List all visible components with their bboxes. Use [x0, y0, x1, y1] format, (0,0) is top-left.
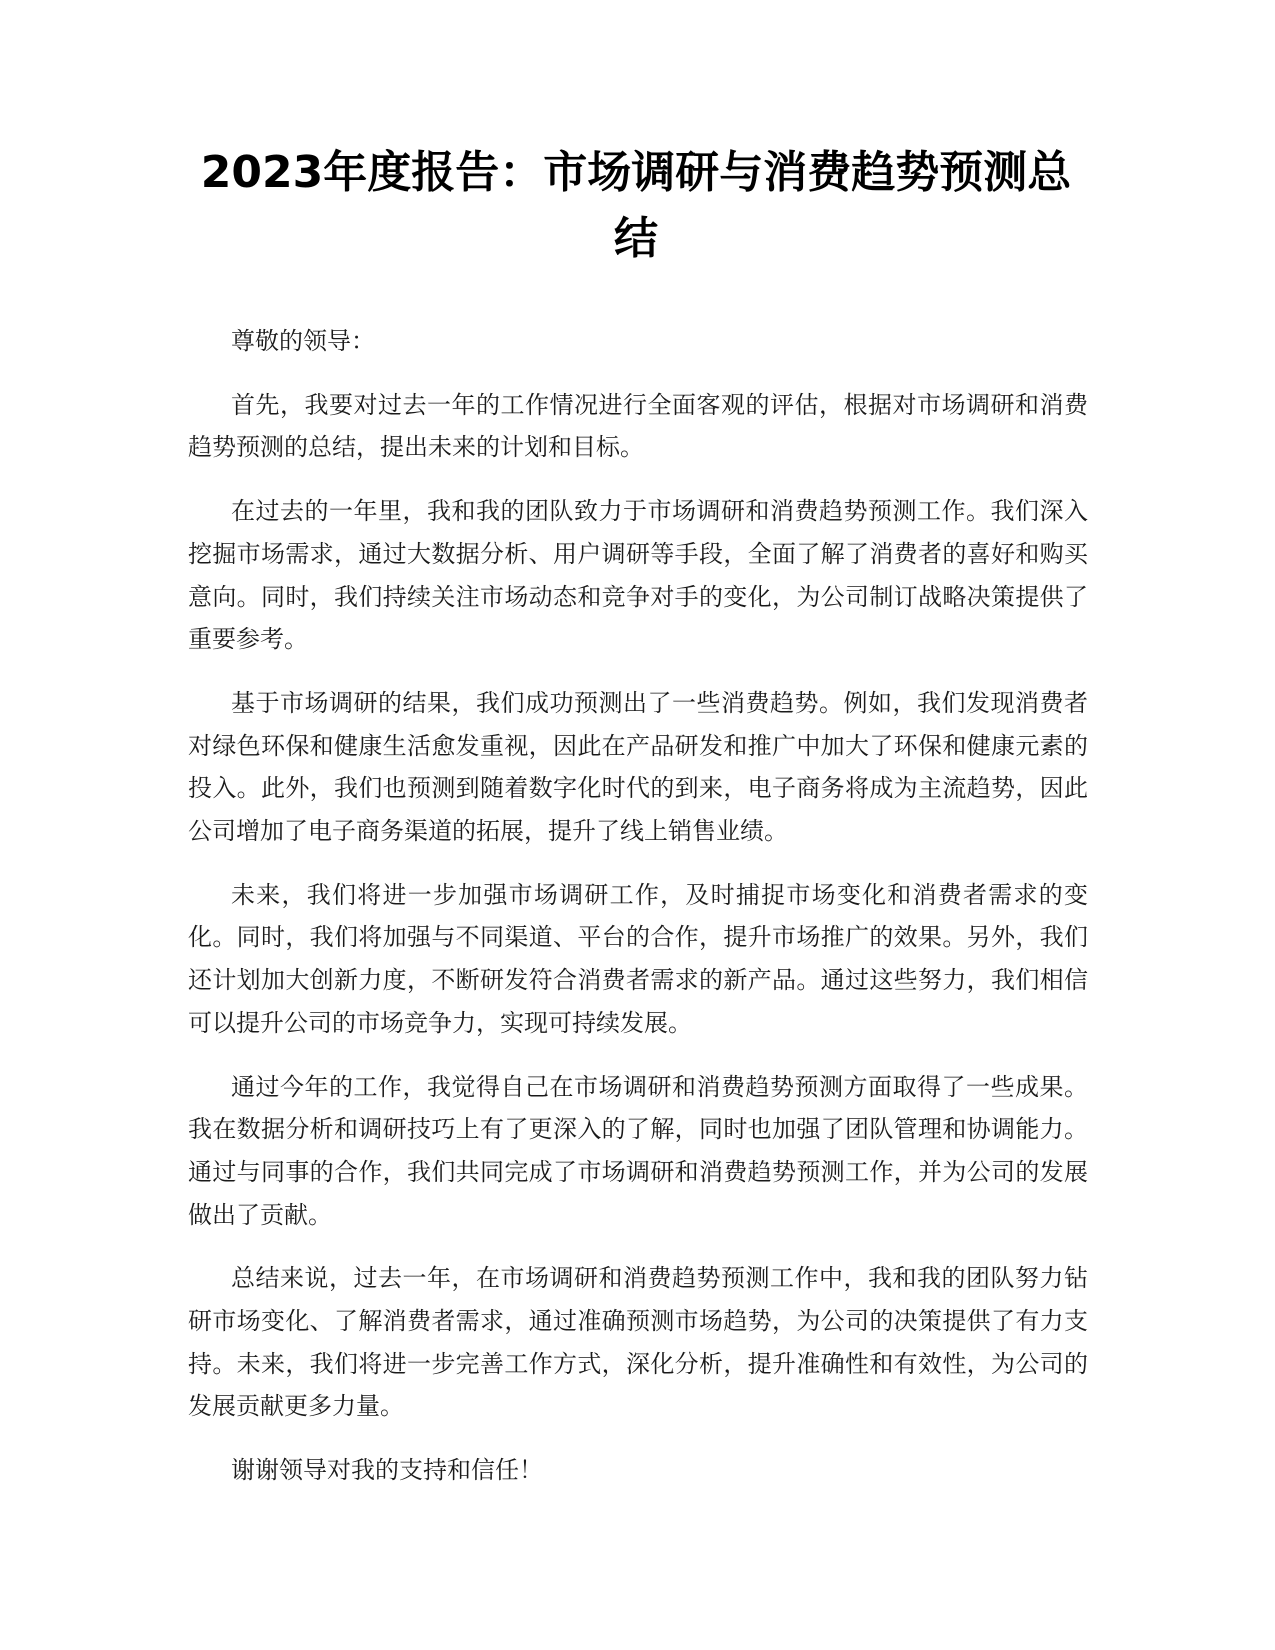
salutation: 尊敬的领导：	[231, 327, 375, 355]
document-body	[188, 320, 1088, 1513]
document-title: 2023年度报告：市场调研与消费趋势预测总结	[200, 147, 1072, 264]
paragraph-research-work: 在过去的一年里，我和我的团队致力于市场调研和消费趋势预测工作。我们深入挖掘市场需求，通过大数据分析、用户调研等手段，全面了解了消费者的喜好和购买意向。同时，我们持续关注市场动态和竞争对手的变化，为公司制订战略决策提供了重要参考。	[188, 497, 1088, 654]
closing-line: 谢谢领导对我的支持和信任！	[231, 1456, 543, 1485]
paragraph-future-plans: 未来，我们将进一步加强市场调研工作，及时捕捉市场变化和消费者需求的变化。同时，我们将加强与不同渠道、平台的合作，提升市场推广的效果。另外，我们还计划加大创新力度，不断研发符合消费者需求的新产品。通过这些努力，我们相信可以提升公司的市场竞争力，实现可持续发展。	[188, 880, 1088, 1037]
paragraph-trend-forecast: 基于市场调研的结果，我们成功预测出了一些消费趋势。例如，我们发现消费者对绿色环保和健康生活愈发重视，因此在产品研发和推广中加大了环保和健康元素的投入。此外，我们也预测到随着数字化时代的到来，电子商务将成为主流趋势，因此公司增加了电子商务渠道的拓展，提升了线上销售业绩。	[188, 688, 1088, 846]
paragraph-summary: 总结来说，过去一年，在市场调研和消费趋势预测工作中，我和我的团队努力钻研市场变化、了解消费者需求，通过准确预测市场趋势，为公司的决策提供了有力支持。未来，我们将进一步完善工作方式，深化分析，提升准确性和有效性，为公司的发展贡献更多力量。	[188, 1264, 1088, 1421]
paragraph-personal-growth: 通过今年的工作，我觉得自己在市场调研和消费趋势预测方面取得了一些成果。我在数据分析和调研技巧上有了更深入的了解，同时也加强了团队管理和协调能力。通过与同事的合作，我们共同完成了市场调研和消费趋势预测工作，并为公司的发展做出了贡献。	[188, 1072, 1088, 1229]
paragraph-intro: 首先，我要对过去一年的工作情况进行全面客观的评估，根据对市场调研和消费趋势预测的总结，提出未来的计划和目标。	[188, 390, 1088, 462]
